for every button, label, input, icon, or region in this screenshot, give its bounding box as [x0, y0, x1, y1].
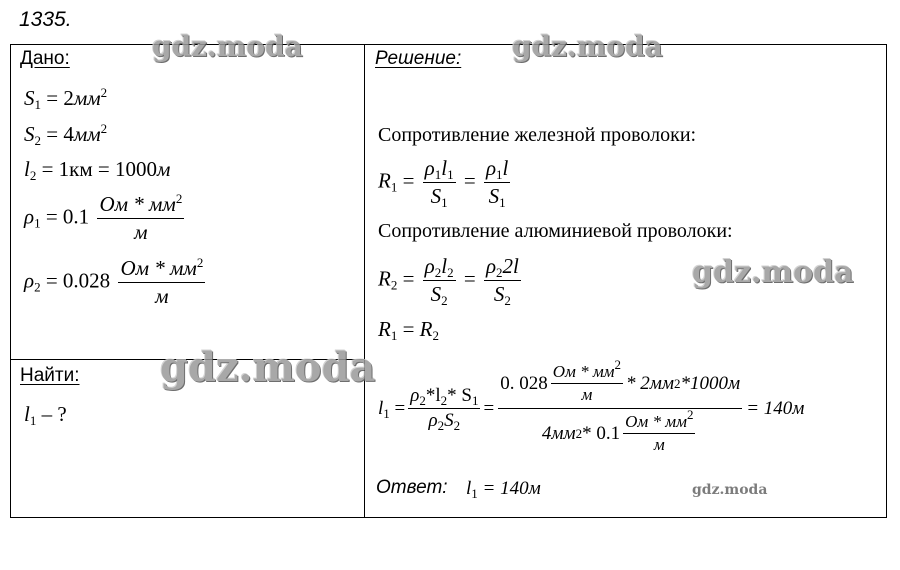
formula-final: $l_1$ = $\frac{\rho_2*l_2* S_1}{\rho_2S_2}$ = 0. 028 $\frac{Ом * мм^2}{м}$ * 2мм 2 *1000м 4мм 2 * 0.1 $\frac{Ом * мм^2}{м}$ = 140м — [378, 357, 805, 454]
r1-fraction-2: $\frac{\rho_1l}{S_1}$ — [485, 156, 509, 210]
table-left-border — [10, 44, 11, 518]
solution-heading: Решение: — [375, 48, 462, 69]
given-l2: $l_2 = 1км = 1000м$ — [24, 157, 171, 183]
find-target: $l_1$ – ? — [24, 402, 67, 428]
rho2-unit-fraction: $\frac{Ом * мм^2}{м}$ — [120, 255, 204, 308]
r1-fraction-1: $\frac{\rho_1l_1}{S_1}$ — [424, 156, 454, 210]
rho1-unit-fraction: $\frac{Ом * мм^2}{м}$ — [99, 191, 183, 244]
final-fraction-numeric: 0. 028 $\frac{Ом * мм^2}{м}$ * 2мм 2 *1000м 4мм 2 * 0.1 $\frac{Ом * мм^2}{м}$ — [500, 357, 741, 454]
watermark: gdz.moda — [692, 482, 768, 498]
given-heading: Дано: — [20, 48, 70, 69]
formula-r1: $R_1$ = $\frac{\rho_1l_1}{S_1}$ = $\frac{\rho_1l}{S_1}$ — [378, 156, 509, 210]
table-top-border — [10, 44, 887, 45]
problem-number: 1335. — [19, 8, 72, 31]
answer-label: Ответ: — [376, 477, 448, 498]
r2-fraction-1: $\frac{\rho_2l_2}{S_2}$ — [424, 254, 454, 308]
text-aluminium-resistance: Сопротивление алюминиевой проволоки: — [378, 220, 733, 242]
watermark: gdz.moda — [692, 255, 854, 290]
formula-r1-equals-r2: $R_1 = R_2$ — [378, 317, 439, 343]
table-bottom-border — [10, 517, 887, 518]
given-rho2: $\rho_2 = 0.028$ $\frac{Ом * мм^2}{м}$ — [24, 255, 204, 308]
r2-fraction-2: $\frac{\rho_22l}{S_2}$ — [485, 254, 519, 308]
answer-value: $l_1 = 140м$ — [466, 478, 541, 501]
watermark: gdz.moda — [152, 30, 303, 63]
table-right-border — [886, 44, 887, 518]
table-column-divider — [364, 44, 365, 518]
given-s1: $S_1 = 2мм^2$ — [24, 85, 108, 112]
watermark: gdz.moda — [512, 30, 663, 63]
final-fraction-symbolic: $\frac{\rho_2*l_2* S_1}{\rho_2S_2}$ — [410, 385, 479, 433]
watermark: gdz.moda — [160, 344, 376, 391]
given-s2: $S_2 = 4мм^2$ — [24, 121, 108, 148]
text-iron-resistance: Сопротивление железной проволоки: — [378, 124, 697, 146]
formula-r2: $R_2$ = $\frac{\rho_2l_2}{S_2}$ = $\frac{\rho_22l}{S_2}$ — [378, 254, 519, 308]
find-heading: Найти: — [20, 365, 80, 386]
given-rho1: $\rho_1 = 0.1$ $\frac{Ом * мм^2}{м}$ — [24, 191, 183, 244]
